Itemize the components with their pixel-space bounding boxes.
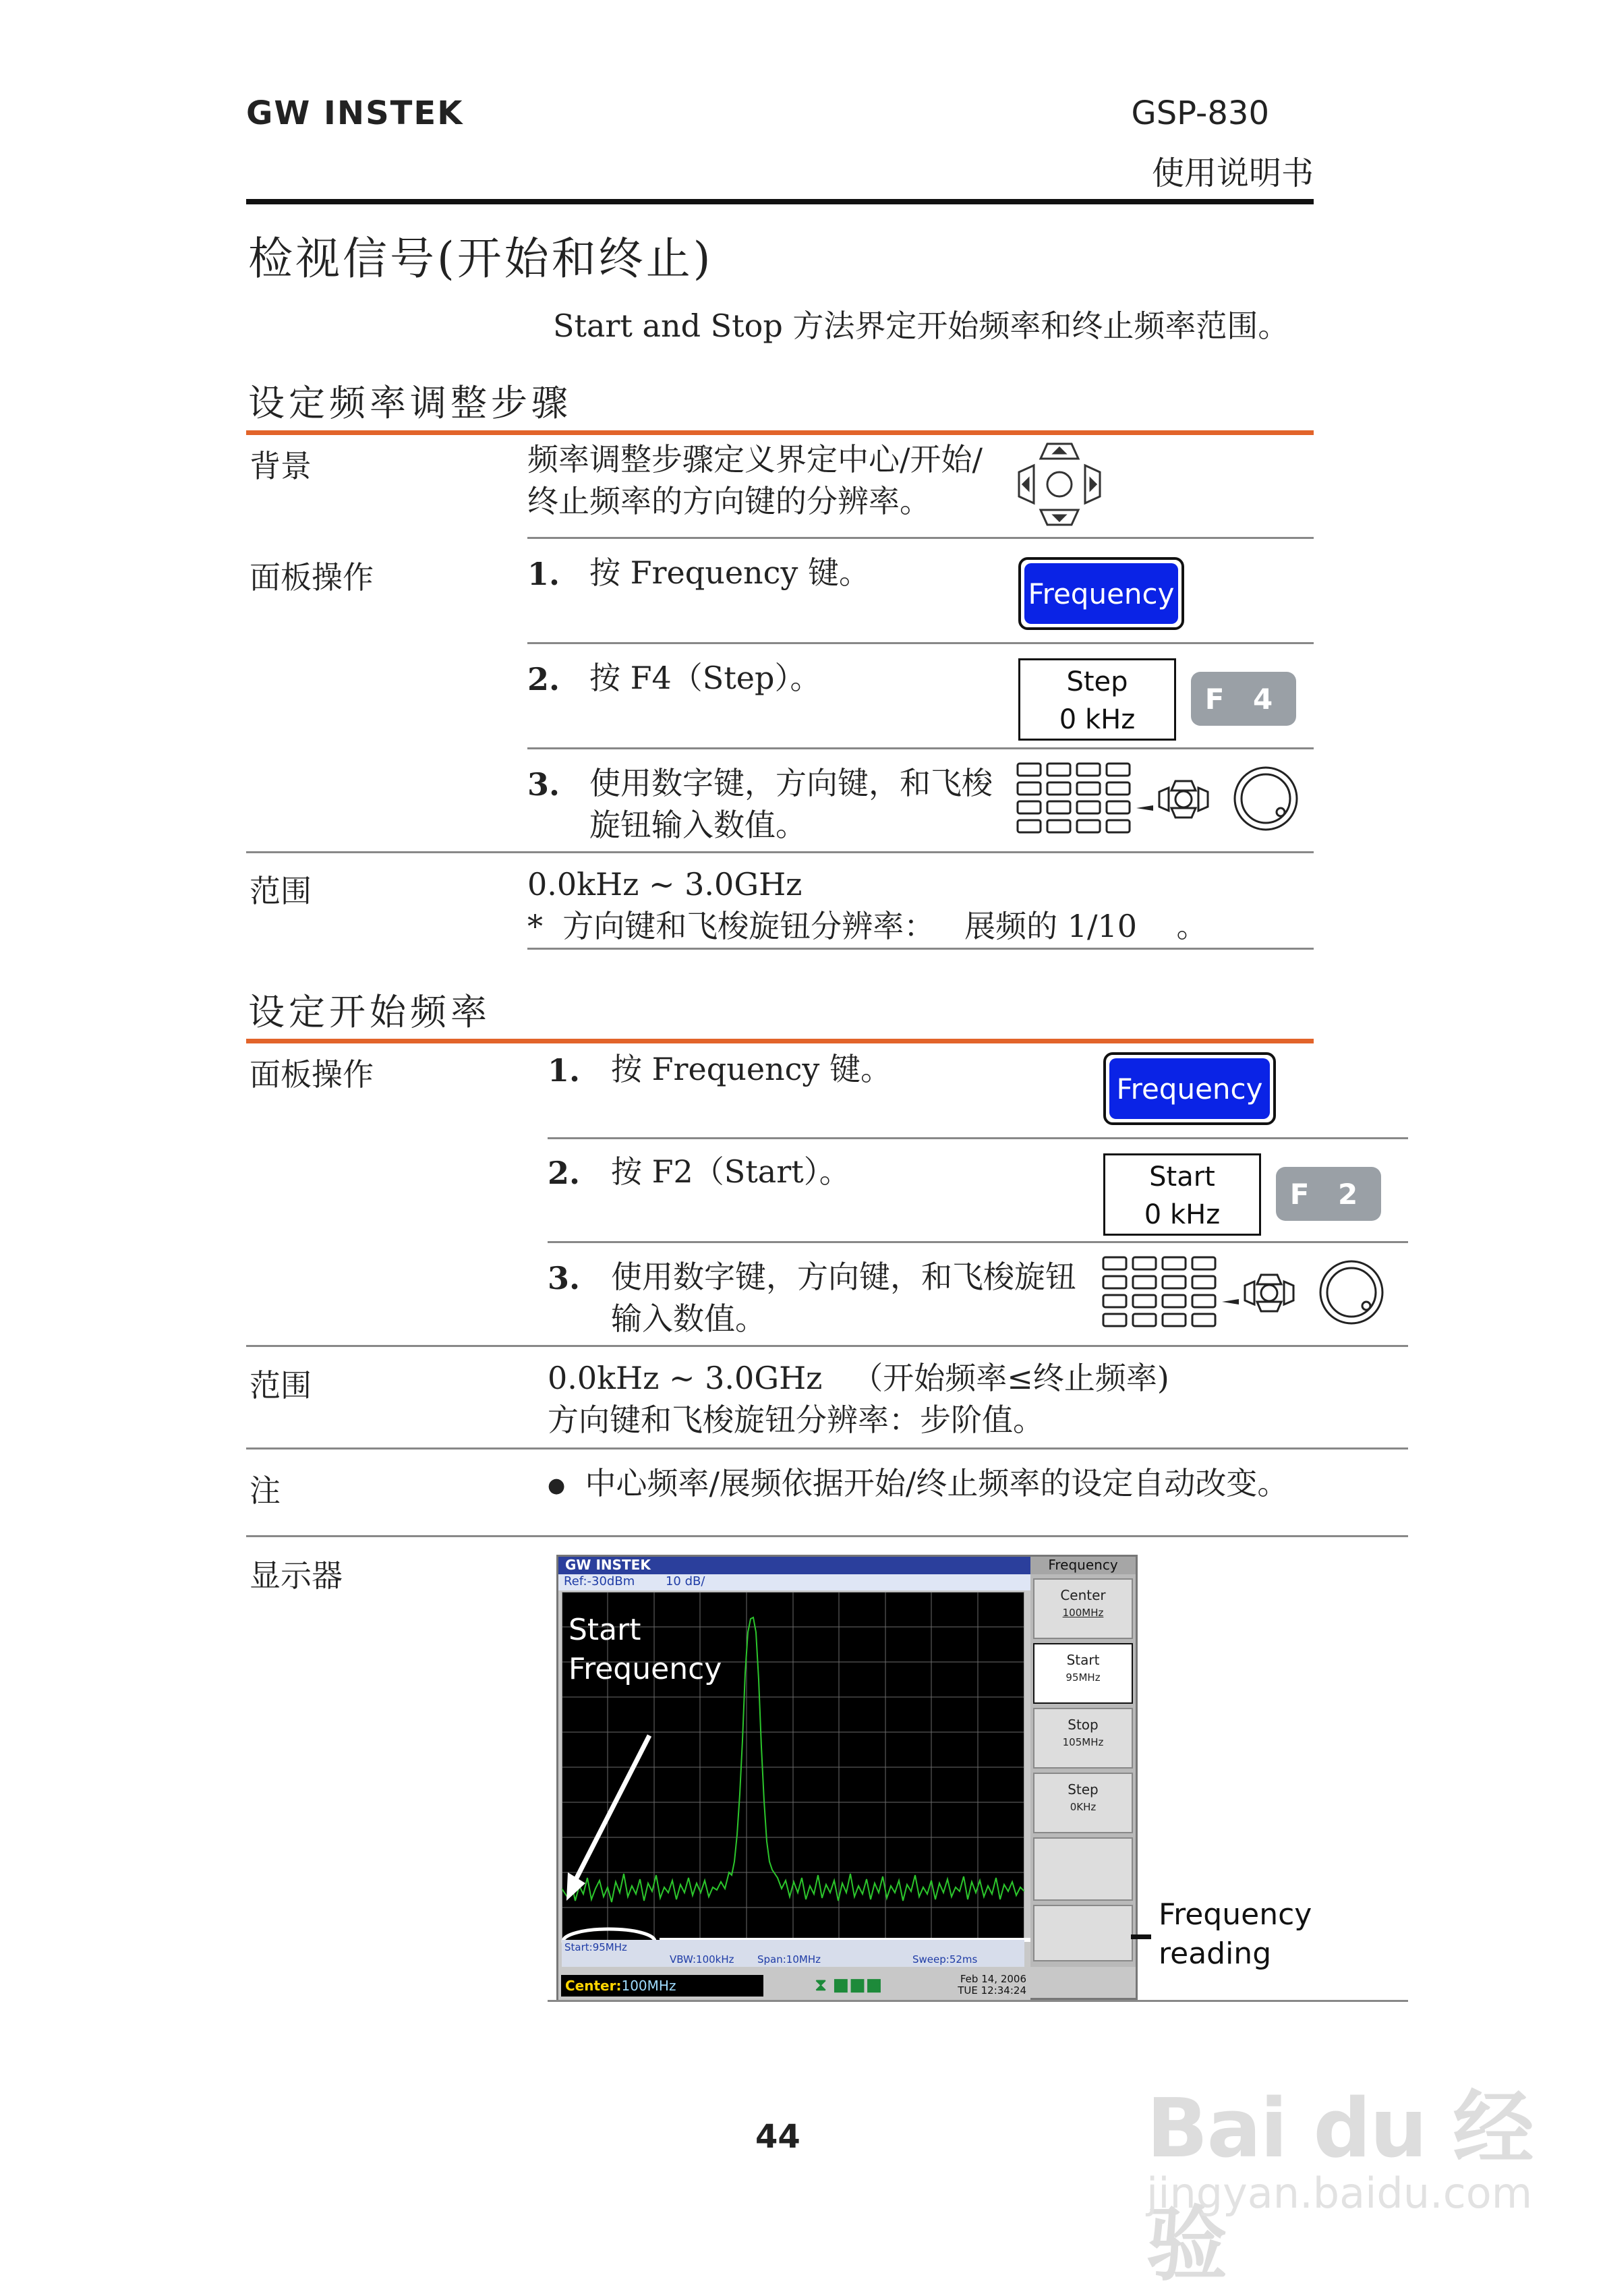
brand-logo: GW INSTEK (246, 94, 464, 132)
screen-menu: Frequency Center 100MHz Start 95MHz Stop 105MHz Step 0KHz (1030, 1557, 1136, 1967)
ref-level: Ref:-30dBm (564, 1574, 635, 1588)
page-number: 44 (755, 2118, 800, 2156)
page-title: 检视信号(开始和终止) (248, 233, 713, 285)
menu-center[interactable]: Center 100MHz (1033, 1578, 1133, 1639)
scale-div: 10 dB/ (665, 1574, 705, 1588)
range-label-1: 范围 (250, 873, 312, 909)
section2-heading: 设定开始频率 (248, 991, 491, 1033)
header-rule (246, 199, 1314, 204)
background-text: 频率调整步骤定义界定中心/开始/ 终止频率的方向键的分辨率。 (527, 441, 983, 519)
menu-stop[interactable]: Stop 105MHz (1033, 1708, 1133, 1769)
menu-blank-2[interactable] (1033, 1905, 1133, 1961)
span-readout: Span:10MHz (757, 1953, 821, 1965)
step2-text: 按 F4（Step）。 (589, 660, 821, 696)
datetime: Feb 14, 2006 TUE 12:34:24 (958, 1973, 1026, 1997)
step1b-text: 按 Frequency 键。 (611, 1051, 892, 1087)
start-frequency-annotation: Start Frequency (568, 1613, 722, 1686)
background-label: 背景 (250, 448, 312, 484)
arrow-keys-icon (1014, 438, 1105, 530)
step3-text: 使用数字键，方向键，和飞梭 旋钮输入数值。 (589, 765, 993, 843)
watermark-url: jingyan.baidu.com (1146, 2169, 1533, 2218)
step-softkey[interactable]: Step 0 kHz (1018, 658, 1176, 741)
start-readout: Start:95MHz (564, 1941, 627, 1953)
f2-key[interactable]: F 2 (1276, 1167, 1381, 1221)
sweep-readout: Sweep:52ms (912, 1953, 978, 1965)
menu-blank-1[interactable] (1033, 1837, 1133, 1901)
range-text-1: 0.0kHz ~ 3.0GHz * 方向键和飞梭旋钮分辨率： 展频的 1/10 。 (527, 866, 1208, 944)
start-softkey[interactable]: Start 0 kHz (1103, 1153, 1261, 1236)
menu-start[interactable]: Start 95MHz (1033, 1643, 1133, 1704)
display-label: 显示器 (250, 1557, 343, 1594)
step1-text: 按 Frequency 键。 (589, 554, 871, 591)
section1-rule (246, 430, 1314, 435)
screen-logo: GW INSTEK (558, 1557, 1030, 1574)
menu-step[interactable]: Step 0KHz (1033, 1773, 1133, 1833)
watermark-logo: Bai du 经验 (1146, 2082, 1533, 2292)
vbw-readout: VBW:100kHz (670, 1953, 734, 1965)
range-label-2: 范围 (250, 1367, 312, 1404)
manual-title: 使用说明书 (1151, 154, 1314, 192)
status-icons: ⧗ ■■■ (815, 1975, 883, 1995)
frequency-key-1[interactable]: Frequency (1018, 557, 1184, 630)
note-text: ● 中心频率/展频依据开始/终止频率的设定自动改变。 (548, 1465, 1289, 1501)
section1-heading: 设定频率调整步骤 (248, 382, 572, 424)
analyzer-screen (556, 1555, 1138, 2000)
intro-text: Start and Stop 方法界定开始频率和终止频率范围。 (553, 308, 1289, 344)
frequency-reading-annotation: Frequency reading (1159, 1897, 1312, 1971)
step2b-text: 按 F2（Start）。 (611, 1153, 850, 1190)
frequency-key-2[interactable]: Frequency (1103, 1052, 1276, 1125)
panel-label-2: 面板操作 (250, 1056, 374, 1093)
section2-rule (246, 1039, 1314, 1043)
center-readout: Center:100MHz (561, 1975, 763, 1997)
step3b-text: 使用数字键，方向键，和飞梭旋钮 输入数值。 (611, 1259, 1076, 1337)
model-name: GSP-830 (1131, 94, 1269, 132)
note-label: 注 (250, 1472, 281, 1509)
range-text-2: 0.0kHz ~ 3.0GHz （开始频率≤终止频率) 方向键和飞梭旋钮分辨率：步阶值。 (548, 1360, 1169, 1438)
panel-label-1: 面板操作 (250, 559, 374, 596)
keypad-knob-icon (1101, 1255, 1391, 1330)
f4-key[interactable]: F 4 (1191, 672, 1296, 726)
annotation-arrow-icon (558, 1557, 1030, 2002)
keypad-knob-icon (1015, 761, 1305, 836)
